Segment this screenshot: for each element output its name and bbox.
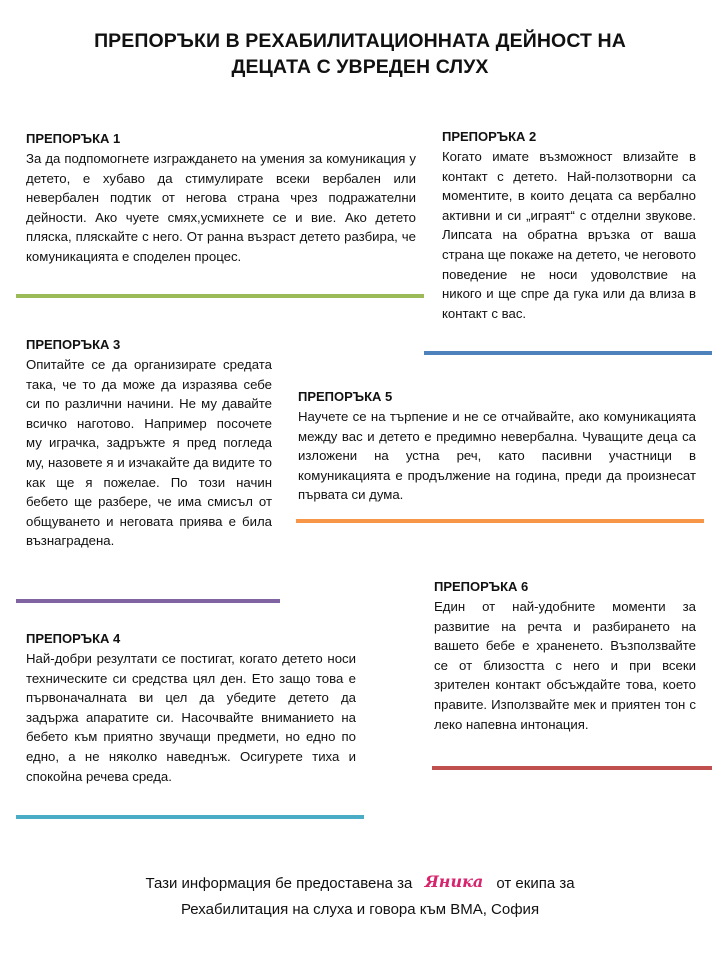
title-line-2: ДЕЦАТА С УВРЕДЕН СЛУХ <box>231 56 489 78</box>
recommendation-text: Научете се на търпение и не се отчайвайте, ако комуникацията между вас и детето е предимно невербална. Чуващите деца са изложени на устна реч, като пасивни участници в комуникацията е продължение на година, преди да произнесат първата си дума. <box>298 409 696 503</box>
recommendation-heading: ПРЕПОРЪКА 4 <box>26 631 121 646</box>
footer-text-after-logo: от екипа за <box>496 874 575 892</box>
recommendation-text: Когато имате възможност влизайте в контакт с детето. Най-ползотворни са моментите, в които децата са вербално активни и си „играят“ с отделни звукове. Липсата на обратна връзка от ваша страна ще покаже на детето, че неговото поведение не носи удоволствие на никого и ще спре да гука или да влиза в контакт с вас. <box>442 149 696 321</box>
recommendation-heading: ПРЕПОРЪКА 2 <box>442 129 537 144</box>
recommendation-text: Най-добри резултати се постигат, когато детето носи техническите си средства цял ден. Ето защо това е първоначалната ви цел да убедите детето да задържа апаратите си. Насочвайте вниманието на бебето към приятно звучащи предмети, но едно по едно, а не няколко наведнъж. Осигурете тиха и спокойна речева среда. <box>26 651 356 784</box>
footer-text-before-logo: Тази информация бе предоставена за <box>145 874 413 892</box>
recommendation-heading: ПРЕПОРЪКА 6 <box>434 579 529 594</box>
recommendation-6 <box>434 578 696 734</box>
yanika-logo <box>422 867 486 895</box>
recommendation-3 <box>26 336 272 551</box>
divider-purple <box>16 599 280 603</box>
recommendation-2 <box>442 128 696 323</box>
footer-line-1 <box>60 870 660 898</box>
title-line-1: ПРЕПОРЪКИ В РЕХАБИЛИТАЦИОННАТА ДЕЙНОСТ НА <box>94 30 626 52</box>
divider-green <box>16 294 424 298</box>
recommendation-heading: ПРЕПОРЪКА 1 <box>26 131 121 146</box>
divider-teal <box>16 815 364 819</box>
recommendation-text: Един от най-удобните моменти за развитие на речта и разбирането на вашето бебе е храненето. Възползвайте се от близостта с него и при всеки зрителен контакт обсъждайте това, което правите. Използвайте мек и приятен тон с леко напевна интонация. <box>434 599 696 732</box>
recommendation-text: Опитайте се да организирате средата така, че то да може да изразява себе си по различни начини. Не му давайте всичко наготово. Например посочете му играчка, задръжте я пред погледа му, назовете я и изчакайте да видите то как ще я пожелае. По този начин бебето ще разбере, че има смисъл от общуването и неговата приява е била възнаградена. <box>26 357 272 549</box>
recommendation-5 <box>298 388 696 505</box>
recommendation-text: За да подпомогнете изграждането на умения за комуникация у детето, е хубаво да стимулирате всеки вербален или невербален подтик от негова страна чрез подражателни дейности. Ако чуете смях,усмихнете се и вие. Ако детето пляска, пляскайте с него. От ранна възраст детето разбира, че комуникацията е споделен процес. <box>26 151 416 264</box>
divider-orange <box>296 519 704 523</box>
divider-red <box>432 766 712 770</box>
footer <box>60 870 660 922</box>
logo-text: Яника <box>425 872 484 891</box>
page-title <box>40 28 680 80</box>
recommendation-1 <box>26 130 416 267</box>
divider-blue <box>424 351 712 355</box>
recommendation-heading: ПРЕПОРЪКА 5 <box>298 389 393 404</box>
footer-line-2: Рехабилитация на слуха и говора към ВМА, София <box>180 901 540 918</box>
recommendation-4 <box>26 630 356 786</box>
recommendation-heading: ПРЕПОРЪКА 3 <box>26 337 121 352</box>
